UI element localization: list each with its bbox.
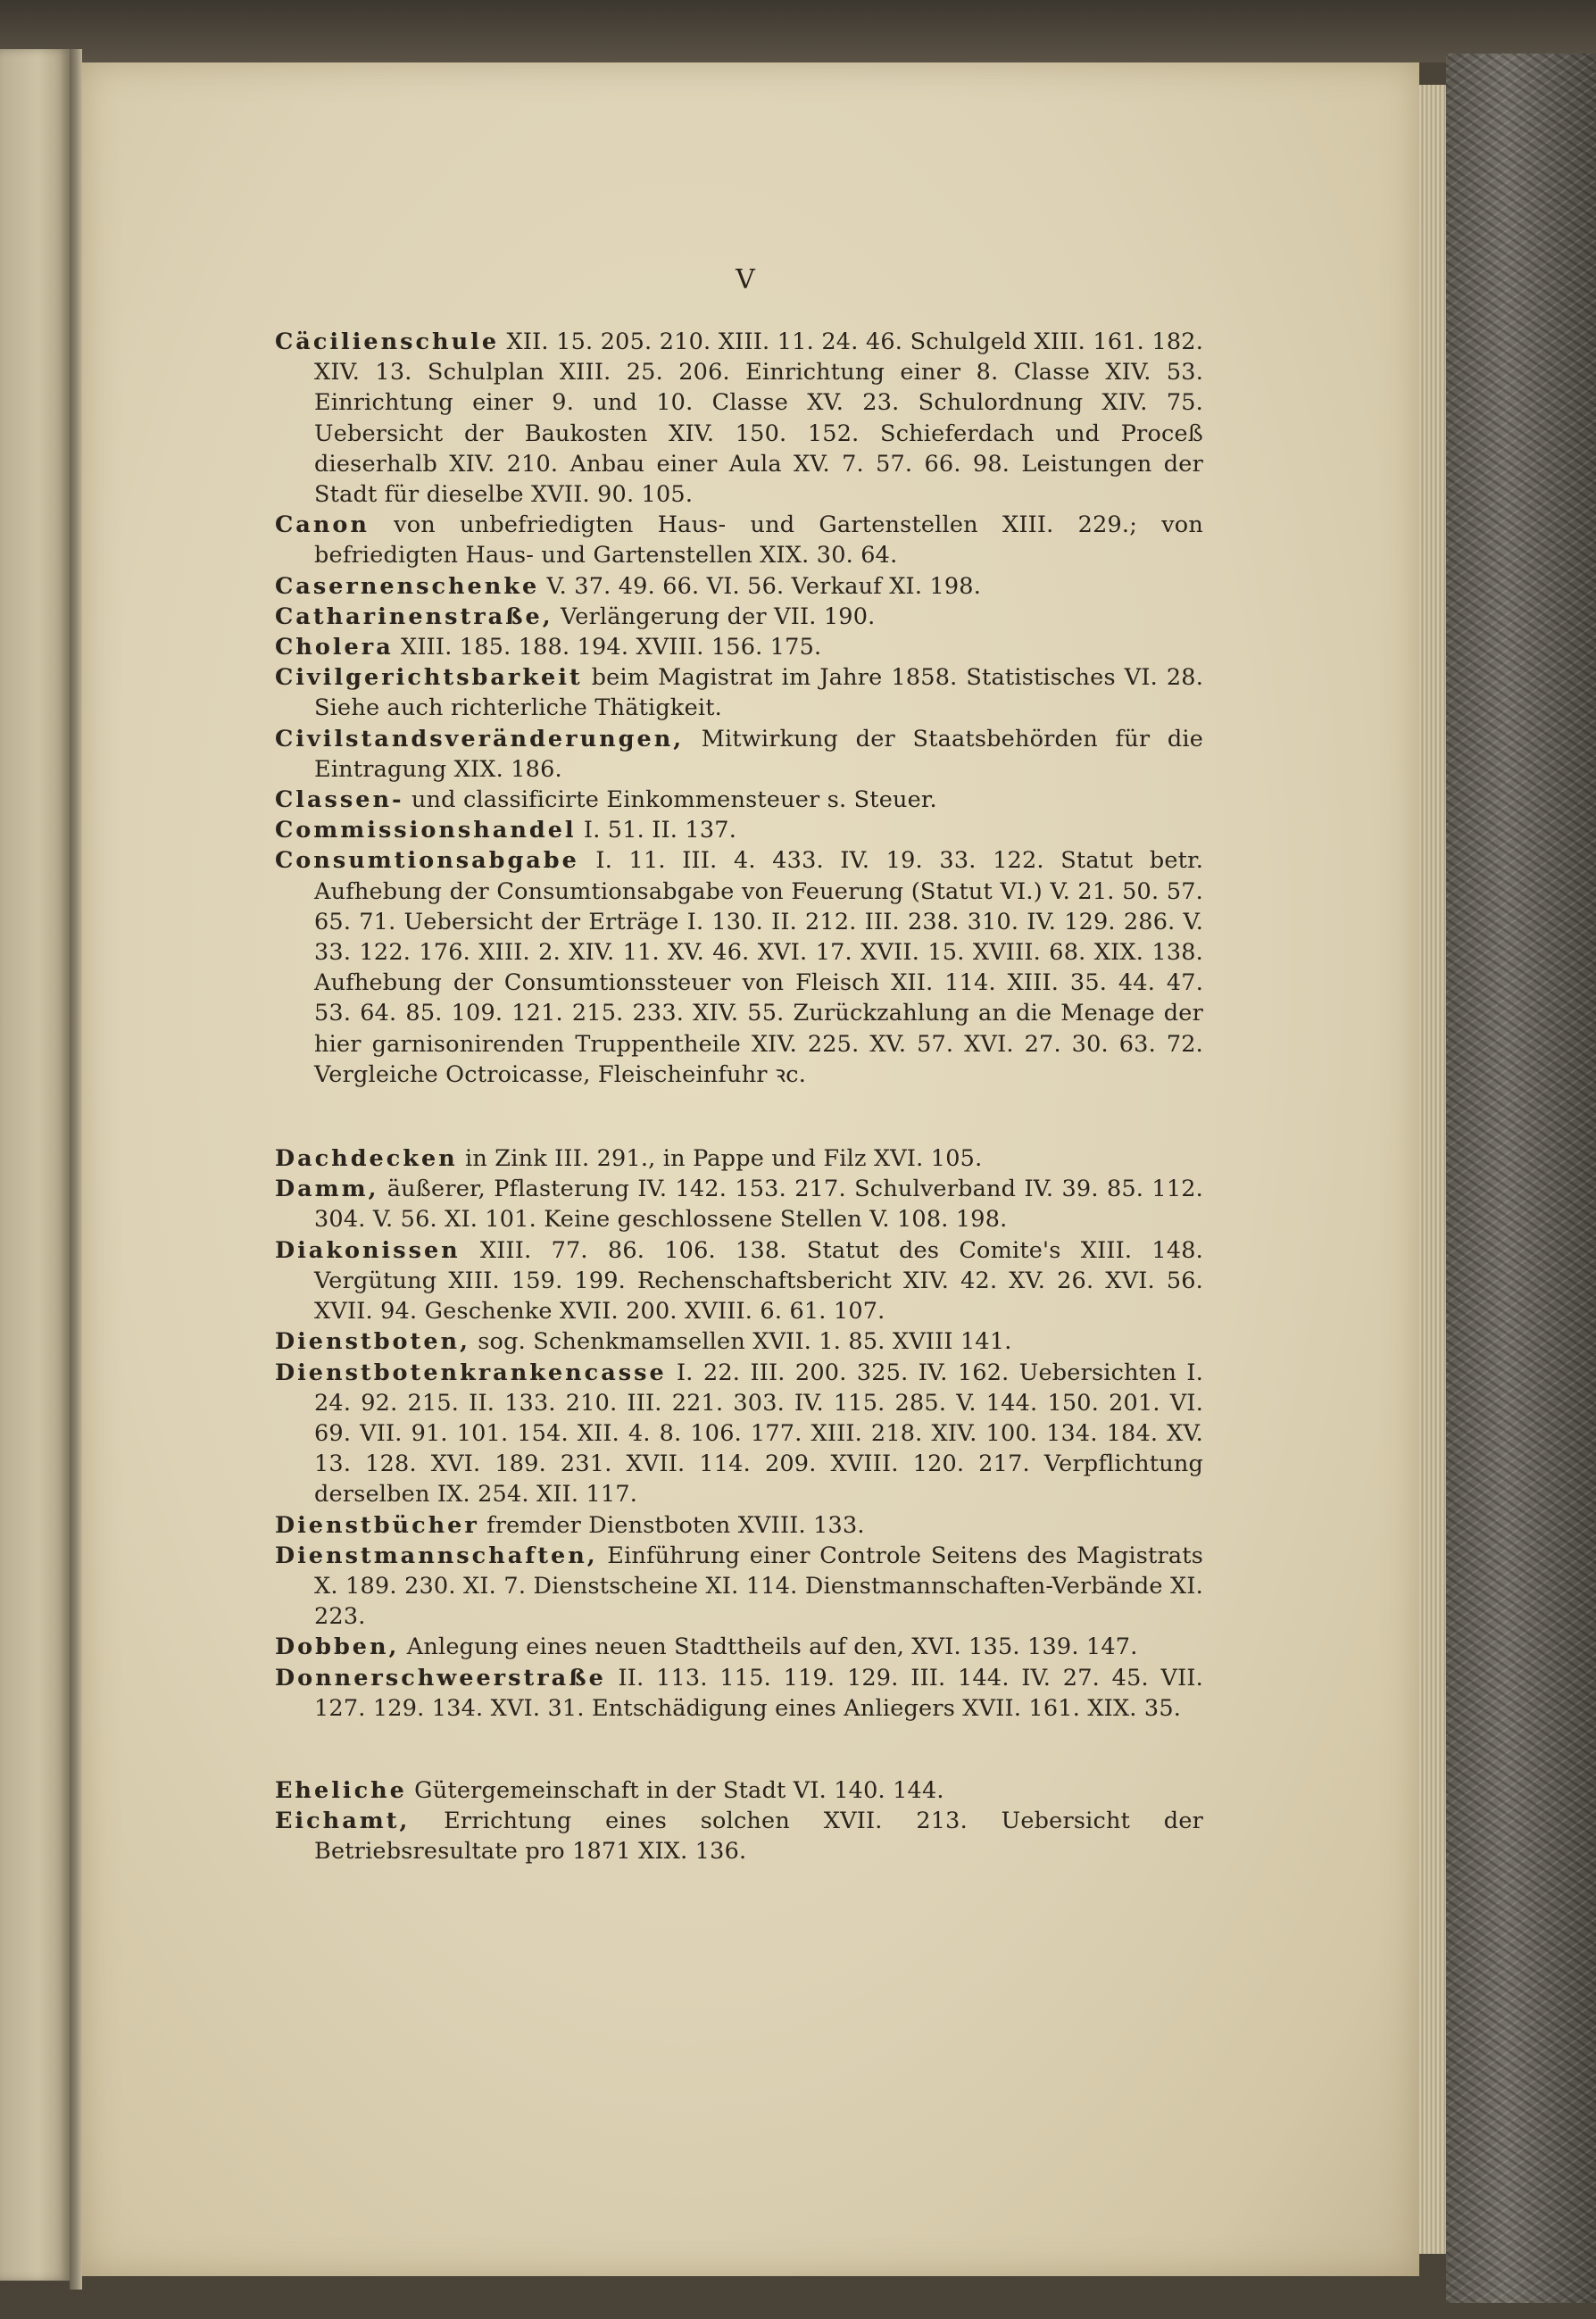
- index-entry: [275, 662, 1203, 723]
- entry-head: Dobben,: [275, 1633, 400, 1661]
- index-entry: [275, 1632, 1203, 1662]
- index-entry: [275, 1174, 1203, 1234]
- index-entry: [275, 1326, 1203, 1357]
- index-entry: [275, 1663, 1203, 1724]
- entry-head: Dachdecken: [275, 1145, 458, 1173]
- previous-page-edge: [0, 49, 70, 2281]
- page-number: V: [736, 264, 755, 295]
- entry-head: Eichamt,: [275, 1808, 411, 1835]
- book-gutter: [70, 49, 82, 2290]
- spacer: [275, 230, 1203, 327]
- entry-head: Commissionshandel: [275, 817, 577, 844]
- section-gap: [275, 1090, 1203, 1143]
- index-entry: [275, 1775, 1203, 1806]
- entry-head: Cäcilienschule: [275, 328, 500, 355]
- entry-body: sog. Schenkmamsellen XVII. 1. 85. XVIII 141.: [470, 1328, 1012, 1356]
- index-entry: [275, 1235, 1203, 1327]
- entry-head: Civilstandsveränderungen,: [275, 725, 685, 752]
- entry-body: V. 37. 49. 66. VI. 56. Verkauf XI. 198.: [539, 572, 982, 600]
- entry-head: Canon: [275, 511, 370, 539]
- section-gap: [275, 1724, 1203, 1775]
- entry-body: II. 113. 115. 119. 129. III. 144. IV. 27. 45. VII. 127. 129. 134. XVI. 31. Entschädigung eines Anliegers XVII. 161. XIX. 35.: [314, 1664, 1203, 1722]
- entry-head: Diakonissen: [275, 1236, 461, 1264]
- entry-body: von unbefriedigten Haus- und Gartenstellen XIII. 229.; von befriedigten Haus- und Gartenstellen XIX. 30. 64.: [314, 511, 1203, 569]
- entry-head: Dienstboten,: [275, 1328, 470, 1356]
- entry-head: Eheliche: [275, 1776, 407, 1804]
- index-entry: [275, 1358, 1203, 1510]
- entry-body: fremder Dienstboten XVIII. 133.: [478, 1511, 865, 1539]
- index-entry: [275, 1541, 1203, 1633]
- entry-head: Damm,: [275, 1176, 379, 1203]
- index-entry: [275, 785, 1203, 815]
- entry-body: Anlegung eines neuen Stadttheils auf den, XVI. 135. 139. 147.: [399, 1633, 1138, 1661]
- index-entry: [275, 510, 1203, 570]
- index-entry: [275, 571, 1203, 602]
- entry-body: XIII. 77. 86. 106. 138. Statut des Comite's XIII. 148. Vergütung XIII. 159. 199. Rechenschaftsbericht XIV. 42. XV. 26. XVI. 56. XVII. 94. Geschenke XVII. 200. XVIII. 6. 61. 107.: [314, 1236, 1203, 1326]
- top-shadow: [0, 0, 1596, 62]
- entry-head: Cholera: [275, 634, 394, 661]
- entry-body: XIII. 185. 188. 194. XVIII. 156. 175.: [393, 634, 822, 661]
- entry-head: Consumtionsabgabe: [275, 847, 579, 875]
- entry-body: I. 22. III. 200. 325. IV. 162. Uebersichten I. 24. 92. 215. II. 133. 210. III. 221. 303. IV. 115. 285. V. 144. 150. 201. VI. 69. VII. 91. 101. 154. XII. 4. 8. 106. 177. XIII. 218. XIV. 100. 134. 184. XV. 13. 128. XVI. 189. 231. XVII. 114. 209. XVIII. 120. 217. Verpflichtung derselben IX. 254. XII. 117.: [314, 1359, 1203, 1509]
- index-entry: [275, 724, 1203, 785]
- entry-body: in Zink III. 291., in Pappe und Filz XVI. 105.: [457, 1145, 983, 1173]
- entry-body: beim Magistrat im Jahre 1858. Statistisches VI. 28. Siehe auch richterliche Thätigkeit.: [314, 664, 1203, 722]
- index-entry: [275, 1143, 1203, 1174]
- page-edge-stack: [1419, 85, 1446, 2254]
- index-entry: [275, 815, 1203, 845]
- entry-head: Catharinenstraße,: [275, 603, 553, 630]
- entry-body: Einführung einer Controle Seitens des Magistrats X. 189. 230. XI. 7. Dienstscheine XI. 114. Dienstmannschaften-Verbände XI. 223.: [314, 1542, 1203, 1631]
- entry-body: I. 11. III. 4. 433. IV. 19. 33. 122. Statut betr. Aufhebung der Consumtionsabgabe von Feuerung (Statut VI.) V. 21. 50. 57. 65. 71. Uebersicht der Erträge I. 130. II. 212. III. 238. 310. IV. 129. 286. V. 33. 122. 176. XIII. 2. XIV. 11. XV. 46. XVI. 17. XVII. 15. XVIII. 68. XIX. 138. Aufhebung der Consumtionssteuer von Fleisch XII. 114. XIII. 35. 44. 47. 53. 64. 85. 109. 121. 215. 233. XIV. 55. Zurückzahlung an die Menage der hier garnisonirenden Truppentheile XIV. 225. XV. 57. XVI. 27. 30. 63. 72. Vergleiche Octroicasse, Fleischeinfuhr ꝛc.: [314, 847, 1203, 1088]
- index-entry: [275, 1806, 1203, 1866]
- entry-body: Gütergemeinschaft in der Stadt VI. 140. 144.: [406, 1776, 944, 1804]
- index-section-e: [275, 1775, 1203, 1867]
- entry-body: Verlängerung der VII. 190.: [553, 603, 876, 630]
- index-entry: [275, 632, 1203, 662]
- index-entry: [275, 327, 1203, 510]
- index-section-d: [275, 1143, 1203, 1724]
- entry-body: und classificirte Einkommensteuer s. Steuer.: [403, 786, 937, 814]
- entry-head: Donnerschweerstraße: [275, 1664, 606, 1691]
- entry-body: I. 51. II. 137.: [576, 817, 736, 844]
- entry-body: äußerer, Pflasterung IV. 142. 153. 217. Schulverband IV. 39. 85. 112. 304. V. 56. XI. 101. Keine geschlossene Stellen V. 108. 198.: [314, 1176, 1203, 1234]
- entry-head: Dienstmannschaften,: [275, 1542, 598, 1569]
- entry-head: Dienstbotenkrankencasse: [275, 1359, 667, 1386]
- book-cover: [1446, 54, 1596, 2303]
- entry-head: Casernenschenke: [275, 572, 540, 600]
- index-section-c: [275, 327, 1203, 1090]
- entry-head: Civilgerichtsbarkeit: [275, 664, 583, 692]
- index-entry: [275, 602, 1203, 632]
- index-entry: [275, 845, 1203, 1090]
- index-entry: [275, 1510, 1203, 1541]
- entry-body: Mitwirkung der Staatsbehörden für die Eintragung XIX. 186.: [314, 725, 1203, 783]
- entry-body: XII. 15. 205. 210. XIII. 11. 24. 46. Schulgeld XIII. 161. 182. XIV. 13. Schulplan XIII. 25. 206. Einrichtung einer 8. Classe XIV. 53. Einrichtung einer 9. und 10. Classe XV. 23. Schulordnung XIV. 75. Uebersicht der Baukosten XIV. 150. 152. Schieferdach und Proceß dieserhalb XIV. 210. Anbau einer Aula XV. 7. 57. 66. 98. Leistungen der Stadt für dieselbe XVII. 90. 105.: [314, 328, 1203, 509]
- entry-head: Classen-: [275, 786, 404, 814]
- entry-body: Errichtung eines solchen XVII. 213. Uebersicht der Betriebsresultate pro 1871 XIX. 136.: [314, 1808, 1203, 1866]
- index-text: [275, 230, 1203, 1867]
- entry-head: Dienstbücher: [275, 1511, 479, 1539]
